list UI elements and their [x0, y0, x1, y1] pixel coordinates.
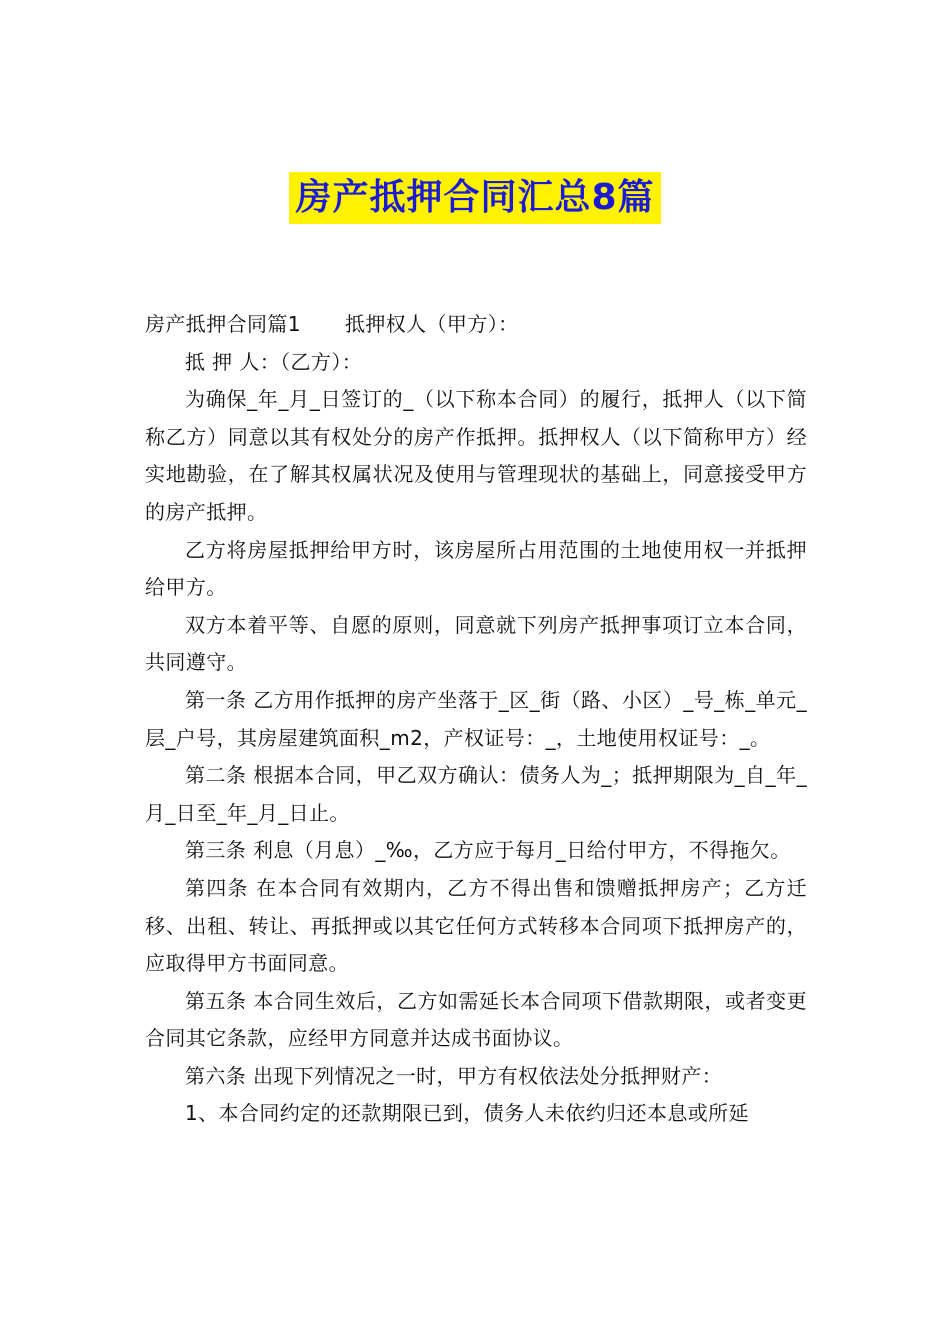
mortgagee-label: 抵押权人（甲方）： — [344, 312, 519, 336]
paragraph: 抵 押 人：（乙方）： — [185, 349, 363, 374]
paragraph: 1、本合同约定的还款期限已到，债务人未依约归还本息或所延 — [185, 1101, 749, 1126]
paragraph: 第三条 利息（月息）_‰，乙方应于每月_日给付甲方，不得拖欠。 — [185, 838, 791, 863]
paragraph: 第二条 根据本合同，甲乙双方确认：债务人为_；抵押期限为_自_年_月_日至_年_月_日止。 — [145, 763, 807, 825]
paragraph: 第六条 出现下列情况之一时，甲方有权依法处分抵押财产： — [185, 1063, 723, 1088]
paragraph: 为确保_年_月_日签订的_（以下称本合同）的履行，抵押人（以下简称乙方）同意以其有权处分的房产作抵押。抵押权人（以下简称甲方）经实地勘验，在了解其权属状况及使用与管理现状的基础上，同意接受甲方的房产抵押。 — [145, 387, 807, 524]
document-title — [0, 172, 950, 224]
contract-section-heading: 房产抵押合同篇1 — [145, 312, 301, 336]
paragraph: 乙方将房屋抵押给甲方时，该房屋所占用范围的土地使用权一并抵押给甲方。 — [145, 537, 807, 600]
paragraph: 第一条 乙方用作抵押的房产坐落于_区_街（路、小区）_号_栋_单元_层_户号，其房屋建筑面积_m2，产权证号：_，土地使用权证号：_。 — [145, 687, 807, 750]
paragraph: 双方本着平等、自愿的原则，同意就下列房产抵押事项订立本合同，共同遵守。 — [145, 612, 807, 675]
document-body — [145, 306, 807, 1133]
paragraph: 第四条 在本合同有效期内，乙方不得出售和馈赠抵押房产；乙方迁移、出租、转让、再抵押或以其它任何方式转移本合同项下抵押房产的，应取得甲方书面同意。 — [145, 875, 807, 976]
paragraph: 第五条 本合同生效后，乙方如需延长本合同项下借款期限，或者变更合同其它条款，应经甲方同意并达成书面协议。 — [145, 988, 807, 1051]
contract-header-line — [145, 306, 807, 344]
document-title-text: 房产抵押合同汇总8篇 — [289, 172, 660, 224]
